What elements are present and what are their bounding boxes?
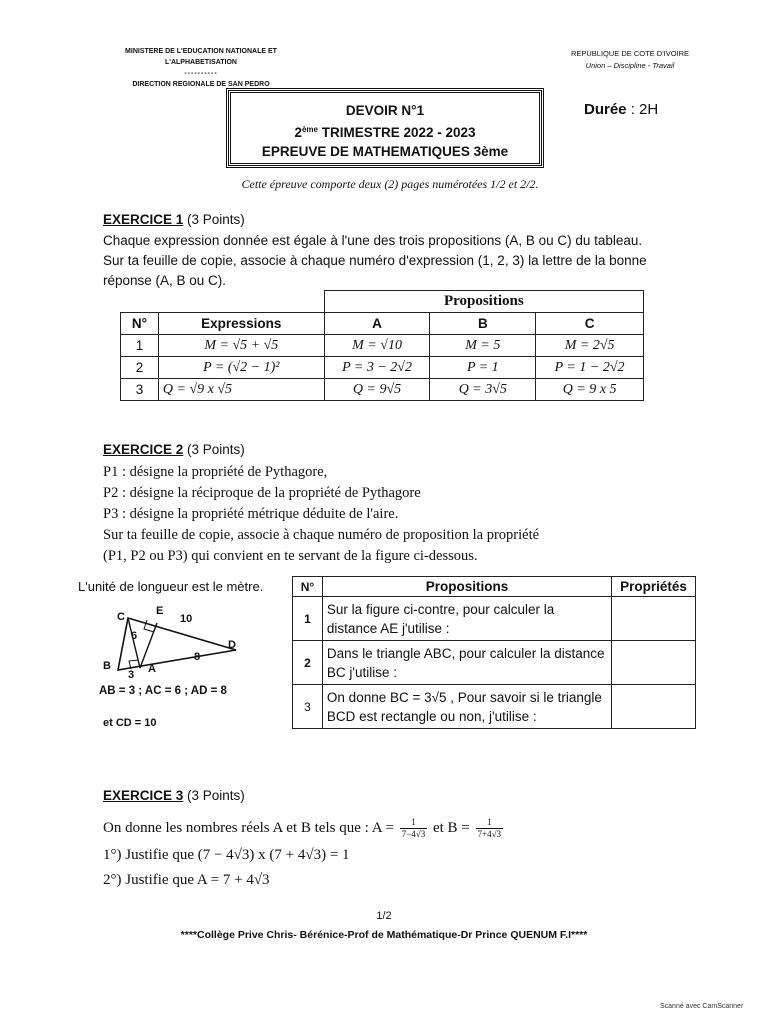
ministry-line-3: DIRECTION REGIONALE DE SAN PEDRO [132, 81, 270, 88]
ex1-option-b: P = 1 [430, 357, 536, 379]
fraction-b [476, 817, 504, 840]
ex1-col-b: B [430, 313, 536, 335]
ex2-title [103, 442, 245, 457]
trimester-text: TRIMESTRE 2022 - 2023 [317, 125, 476, 140]
fraction-a-numerator: 1 [400, 817, 428, 829]
table-row [293, 641, 696, 685]
ex1-option-a: Q = 9√5 [324, 379, 430, 401]
label-c: C [117, 611, 125, 623]
table-row [121, 335, 644, 357]
ex2-line: Sur ta feuille de copie, associe à chaque numéro de proposition la propriété [103, 527, 540, 543]
ex1-option-a: M = √10 [324, 335, 430, 357]
duration [584, 101, 658, 118]
ex2-proposition: Sur la figure ci-contre, pour calculer la distance AE j'utilise : [322, 597, 611, 641]
ex2-title-label: EXERCICE 2 [103, 442, 184, 457]
ex1-option-b: M = 5 [430, 335, 536, 357]
exam-title-box [228, 90, 542, 166]
ex2-answer-cell [612, 685, 696, 729]
ex1-row-num: 3 [121, 379, 159, 401]
fraction-a-denominator: 7−4√3 [401, 829, 426, 840]
ex1-text: Chaque expression donnée est égale à l'une des trois propositions (A, B ou C) du tableau. Sur ta feuille de copie, associe à chaque numéro d'expression (1, 2, 3) la lettre de la bonne réponse (A, B ou C). [103, 233, 647, 288]
ministry-header [96, 46, 306, 90]
ex1-option-c: M = 2√5 [536, 335, 644, 357]
ex3-title-label: EXERCICE 3 [103, 788, 184, 803]
ex2-row-num: 3 [293, 685, 323, 729]
ex2-row-num: 2 [293, 641, 323, 685]
ex1-table-empty [121, 291, 159, 313]
trimester-suffix: ème [301, 125, 318, 134]
label-a: A [148, 663, 156, 675]
ex2-col-propositions: Propositions [322, 577, 611, 597]
label-e: E [156, 605, 164, 617]
ex2-line: P1 : désigne la propriété de Pythagore, [103, 464, 328, 480]
ex2-text [103, 462, 683, 567]
ministry-dashes: ---------- [184, 70, 218, 77]
republic-motto: Union – Discipline - Travail [585, 61, 675, 70]
triangle-bcd [118, 618, 236, 670]
ex1-title-label: EXERCICE 1 [103, 212, 184, 227]
ex1-expression: M = √5 + √5 [158, 335, 324, 357]
given-cd: et CD = 10 [103, 717, 157, 729]
given-lengths: AB = 3 ; AC = 6 ; AD = 8 [99, 685, 227, 697]
ex1-propositions-header: Propositions [324, 291, 643, 313]
ex2-points: (3 Points) [183, 442, 245, 457]
ex2-proposition: Dans le triangle ABC, pour calculer la distance BC j'utilise : [322, 641, 611, 685]
ex3-intro-b: et B = [429, 820, 474, 836]
unit-note: L'unité de longueur est le mètre. [78, 579, 264, 594]
republic-header [540, 48, 720, 72]
ex1-col-c: C [536, 313, 644, 335]
ex3-question-2: 2°) Justifie que A = 7 + 4√3 [103, 872, 270, 888]
ex2-answer-cell [612, 641, 696, 685]
exam-intro: Cette épreuve comporte deux (2) pages numérotées 1/2 et 2/2. [241, 177, 539, 191]
fraction-b-denominator: 7+4√3 [477, 829, 502, 840]
ex2-table [292, 576, 696, 729]
exam-title-line-2 [231, 120, 539, 142]
segment-ae [140, 623, 157, 668]
duration-label: Durée [584, 101, 627, 118]
ex1-title [103, 212, 245, 227]
ex1-points: (3 Points) [183, 212, 245, 227]
ex3-title [103, 788, 245, 803]
ex2-line: P2 : désigne la réciproque de la propriété de Pythagore [103, 485, 421, 501]
ex1-option-c: P = 1 − 2√2 [536, 357, 644, 379]
ex3-points: (3 Points) [183, 788, 245, 803]
fraction-b-numerator: 1 [476, 817, 504, 829]
ex2-line: (P1, P2 ou P3) qui convient en te servant de la figure ci-dessous. [103, 548, 478, 564]
ex3-intro-a: On donne les nombres réels A et B tels que : A = [103, 820, 398, 836]
label-b: B [103, 660, 111, 672]
page-number: 1/2 [376, 910, 392, 922]
ex1-col-expressions: Expressions [158, 313, 324, 335]
label-d: D [228, 639, 236, 651]
ex1-col-a: A [324, 313, 430, 335]
trimester-number: 2 [294, 125, 302, 140]
ex2-line: P3 : désigne la propriété métrique déduite de l'aire. [103, 506, 399, 522]
ex3-intro [103, 815, 505, 841]
fraction-a [400, 817, 428, 840]
label-ce: 6 [131, 630, 138, 642]
label-ad: 8 [194, 651, 201, 663]
table-row [121, 357, 644, 379]
ex1-option-b: Q = 3√5 [430, 379, 536, 401]
exam-title-line-1: DEVOIR N°1 [345, 103, 425, 118]
ex2-col-proprietes: Propriétés [612, 577, 696, 597]
ex2-col-num: N° [293, 577, 323, 597]
ex2-row-num: 1 [293, 597, 323, 641]
table-row [293, 685, 696, 729]
ex1-option-a: P = 3 − 2√2 [324, 357, 430, 379]
republic-name: REPUBLIQUE DE COTE D'IVOIRE [570, 49, 690, 58]
ex1-option-c: Q = 9 x 5 [536, 379, 644, 401]
duration-value: : 2H [626, 101, 659, 118]
ex1-expression: Q = √9 x √5 [158, 379, 324, 401]
ex1-table [120, 290, 644, 401]
ex1-expression: P = (√2 − 1)² [158, 357, 324, 379]
ex1-row-num: 1 [121, 335, 159, 357]
ex2-answer-cell [612, 597, 696, 641]
exam-title-line-3: EPREUVE DE MATHEMATIQUES 3ème [261, 144, 509, 159]
ex1-col-num: N° [121, 313, 159, 335]
ex2-proposition: On donne BC = 3√5 , Pour savoir si le triangle BCD est rectangle ou non, j'utilise : [322, 685, 611, 729]
ex3-question-1: 1°) Justifie que (7 − 4√3) x (7 + 4√3) = 1 [103, 847, 350, 863]
ex1-row-num: 2 [121, 357, 159, 379]
label-ba: 3 [128, 669, 135, 681]
scanner-watermark: Scanné avec CamScanner [660, 1003, 744, 1010]
label-ed: 10 [180, 613, 193, 625]
ministry-line-2: L'ALPHABETISATION [165, 59, 237, 66]
table-row [121, 379, 644, 401]
ex1-table-empty [158, 291, 324, 313]
ministry-line-1: MINISTERE DE L'EDUCATION NATIONALE ET [125, 48, 277, 55]
table-row [293, 597, 696, 641]
footer-credit: ****Collège Prive Chris- Bérénice-Prof de Mathématique-Dr Prince QUENUM F.I**** [180, 929, 588, 941]
